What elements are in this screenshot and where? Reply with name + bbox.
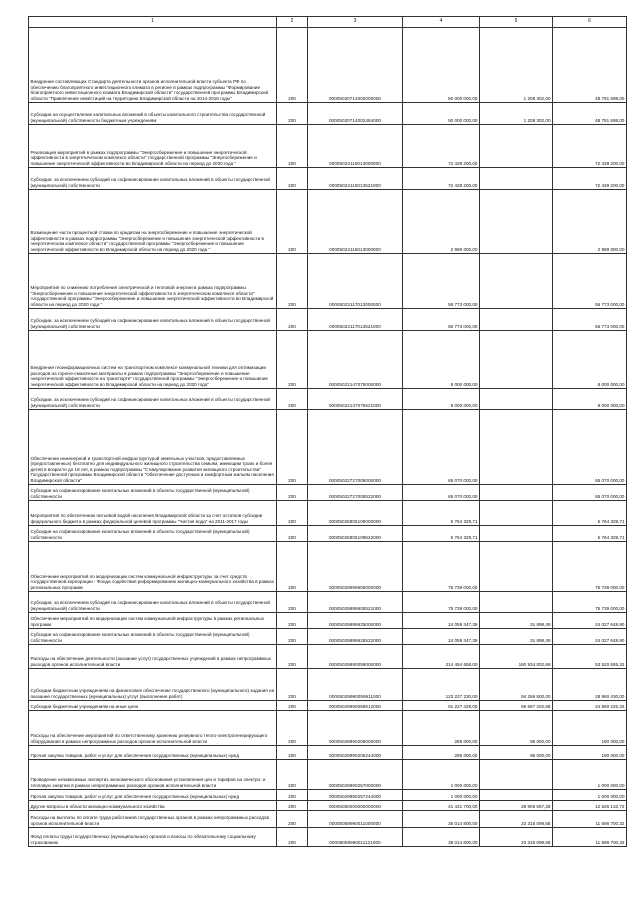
approved-amount: 72 439 200,00 — [403, 125, 480, 168]
row-code: 200 — [277, 592, 308, 613]
executed-amount — [480, 485, 553, 501]
line-item-name: Прочая закупка товаров, работ и услуг для обеспечения государственных (муниципальных) нужд — [29, 790, 277, 801]
approved-amount: 1 000 000,00 — [403, 760, 480, 790]
approved-amount: 50 000 000,00 — [403, 28, 480, 103]
approved-amount: 56 773 000,00 — [403, 254, 480, 309]
unexecuted-amount: 190 000,00 — [553, 746, 627, 760]
unexecuted-amount: 8 000 000,00 — [553, 389, 627, 410]
approved-amount: 41 431 700,00 — [403, 801, 480, 811]
line-item-name: Внедрение составляющих Стандарта деятельности органов исполнительной власти субъекта РФ по обеспечению благоприятного инвестиционного климата в регионе в рамках подпрограммы "Формирование благоприятного инвестиционного климата Владимирской области" государственной программы Владимирской области "Привлечение инвестиций на территорию Владимирской области на 2014-2018 годы" — [29, 28, 277, 103]
executed-amount: 23 316 099,68 — [480, 811, 553, 828]
unexecuted-amount: 190 000,00 — [553, 711, 627, 746]
row-code: 200 — [277, 701, 308, 711]
budget-classification-code: 00005029990206244000 — [308, 746, 403, 760]
line-item-name: Возмещение части процентной ставки по кредитам на энергосбережение и повышение энергетической эффективности в рамках подпрограммы "Энергосбережение и повышение энергетической эффективности в энергетическом комплексе области" государственной программы "Энергосбережение и повышение энергетической эффективности во Владимирской области на период до 2020 года " — [29, 190, 277, 254]
executed-amount: 31 698,49 — [480, 629, 553, 645]
row-code: 200 — [277, 190, 308, 254]
line-item-name: Обеспечение мероприятий по модернизации систем коммунальной инфраструктуры за счет средств государственной корпорации - Фонда содействия реформированию жилищно-коммунального хозяйства в рамках региональных программ — [29, 542, 277, 592]
row-code: 200 — [277, 28, 308, 103]
table-row — [29, 711, 627, 746]
executed-amount — [480, 501, 553, 526]
row-code: 200 — [277, 669, 308, 701]
executed-amount: 28 905 567,28 — [480, 801, 553, 811]
budget-classification-code: 00005026805109522000 — [308, 526, 403, 542]
line-item-name: Субсидии, за исключением субсидий на софинансирование капитальных вложений в объекты государственной (муниципальной) собственности — [29, 389, 277, 410]
unexecuted-amount: 53 520 655,32 — [553, 645, 627, 669]
unexecuted-amount: 48 791 698,00 — [553, 103, 627, 125]
row-code: 200 — [277, 811, 308, 828]
unexecuted-amount: 65 070 000,00 — [553, 410, 627, 485]
executed-amount: 66 667 202,68 — [480, 701, 553, 711]
line-item-name: Субсидии на софинансирование капитальных вложений в объекты государственной (муниципальной) собственности — [29, 485, 277, 501]
row-code: 200 — [277, 331, 308, 389]
approved-amount: 1 000 000,00 — [403, 790, 480, 801]
row-code: 200 — [277, 501, 308, 526]
unexecuted-amount: 1 000 000,00 — [553, 760, 627, 790]
table-row — [29, 746, 627, 760]
unexecuted-amount: 8 000 000,00 — [553, 331, 627, 389]
approved-amount: 50 000 000,00 — [403, 103, 480, 125]
approved-amount: 214 454 658,00 — [403, 645, 480, 669]
unexecuted-amount: 12 526 132,72 — [553, 801, 627, 811]
table-row — [29, 592, 627, 613]
header-cell: 6 — [553, 17, 627, 28]
row-code: 200 — [277, 790, 308, 801]
row-code: 200 — [277, 711, 308, 746]
unexecuted-amount: 11 698 700,32 — [553, 811, 627, 828]
row-code: 200 — [277, 542, 308, 592]
table-row — [29, 801, 627, 811]
row-code: 200 — [277, 645, 308, 669]
header-cell: 3 — [308, 17, 403, 28]
row-code: 200 — [277, 168, 308, 190]
executed-amount — [480, 542, 553, 592]
approved-amount: 35 014 800,00 — [403, 811, 480, 828]
unexecuted-amount: 56 773 000,00 — [553, 309, 627, 331]
unexecuted-amount: 24 560 225,32 — [553, 701, 627, 711]
unexecuted-amount: 2 989 000,00 — [553, 190, 627, 254]
row-code: 200 — [277, 103, 308, 125]
executed-amount — [480, 760, 553, 790]
table-row — [29, 811, 627, 828]
line-item-name: Субсидии на осуществление капитальных вложений в объекты капитального строительства государственной (муниципальной) собственности бюджетным учреждениям — [29, 103, 277, 125]
approved-amount: 24 059 347,39 — [403, 613, 480, 629]
line-item-name: Субсидии бюджетным учреждениям на финансовое обеспечение государственного (муниципального) задания на оказание государственных (муниципальных) услуг (выполнение работ) — [29, 669, 277, 701]
table-row — [29, 828, 627, 847]
unexecuted-amount: 72 439 200,00 — [553, 168, 627, 190]
line-item-name: Другие вопросы в области жилищно-коммунального хозяйства — [29, 801, 277, 811]
header-cell: 4 — [403, 17, 480, 28]
budget-classification-code: 00005029990059611000 — [308, 669, 403, 701]
executed-amount — [480, 190, 553, 254]
unexecuted-amount: 48 791 698,00 — [553, 28, 627, 103]
table-row — [29, 28, 627, 103]
unexecuted-amount: 75 739 000,00 — [553, 542, 627, 592]
line-item-name: Расходы на обеспечение мероприятий по ответственному хранению резервного тепло-электрогенерирующего оборудования в рамках непрограммных расходов органов исполнительной власти — [29, 711, 277, 746]
executed-amount — [480, 331, 553, 389]
line-item-name: Мероприятия по снижению потребления электрической и тепловой энергии в рамках подпрограммы "Энергосбережение и повышение энергетической эффективности в энергетическом комплексе области" государственной программы "Энергосбережение и повышение энергетической эффективности во Владимирской области на период до 2020 года " — [29, 254, 277, 309]
approved-amount: 285 000,00 — [403, 746, 480, 760]
executed-amount — [480, 526, 553, 542]
executed-amount — [480, 389, 553, 410]
unexecuted-amount: 28 960 430,00 — [553, 669, 627, 701]
table-row — [29, 701, 627, 711]
approved-amount: 5 764 329,71 — [403, 526, 480, 542]
row-code: 200 — [277, 629, 308, 645]
table-row — [29, 501, 627, 526]
approved-amount: 2 989 000,00 — [403, 190, 480, 254]
line-item-name: Субсидии бюджетным учреждениям на иные цели — [29, 701, 277, 711]
approved-amount: 65 070 000,00 — [403, 410, 480, 485]
budget-classification-code: 00005020714002000000 — [308, 28, 403, 103]
line-item-name: Расходы на обеспечение деятельности (оказание услуг) государственных учреждений в рамках непрограммных расходов органов исполнительной власти — [29, 645, 277, 669]
budget-classification-code: 00005022116013000000 — [308, 190, 403, 254]
executed-amount — [480, 309, 553, 331]
approved-amount: 123 227 230,00 — [403, 669, 480, 701]
header-row — [29, 17, 627, 28]
table-row — [29, 309, 627, 331]
executed-amount: 1 208 302,00 — [480, 28, 553, 103]
header-cell: 2 — [277, 17, 308, 28]
table-row — [29, 613, 627, 629]
line-item-name: Субсидии, за исключением субсидий на софинансирование капитальных вложений в объекты государственной (муниципальной) собственности — [29, 309, 277, 331]
budget-classification-code: 00005022117013521000 — [308, 309, 403, 331]
budget-classification-code: 00005022115013000000 — [308, 125, 403, 168]
row-code: 200 — [277, 389, 308, 410]
approved-amount: 285 000,00 — [403, 711, 480, 746]
unexecuted-amount: 1 000 000,00 — [553, 790, 627, 801]
budget-classification-code: 00005029990257244000 — [308, 790, 403, 801]
table-row — [29, 526, 627, 542]
row-code: 200 — [277, 801, 308, 811]
executed-amount: 1 208 302,00 — [480, 103, 553, 125]
line-item-name: Субсидии, за исключением субсидий на софинансирование капитальных вложений в объекты государственной (муниципальной) собственности — [29, 168, 277, 190]
approved-amount: 8 000 000,00 — [403, 389, 480, 410]
row-code: 200 — [277, 254, 308, 309]
approved-amount: 75 739 000,00 — [403, 542, 480, 592]
unexecuted-amount: 11 698 700,32 — [553, 828, 627, 847]
row-code: 200 — [277, 485, 308, 501]
row-code: 200 — [277, 125, 308, 168]
approved-amount: 72 439 200,00 — [403, 168, 480, 190]
budget-classification-code: 00005022115013521000 — [308, 168, 403, 190]
line-item-name: Субсидии на софинансирование капитальных вложений в объекты государственной (муниципальной) собственности — [29, 629, 277, 645]
executed-amount: 95 000,00 — [480, 711, 553, 746]
row-code: 200 — [277, 526, 308, 542]
budget-classification-code: 00005022147075521000 — [308, 389, 403, 410]
executed-amount: 160 934 002,68 — [480, 645, 553, 669]
approved-amount: 5 764 329,71 — [403, 501, 480, 526]
line-item-name: Прочая закупка товаров, работ и услуг для обеспечения государственных (муниципальных) нужд — [29, 746, 277, 760]
row-code: 200 — [277, 309, 308, 331]
line-item-name: Реализация мероприятий в рамках подпрограммы "Энергосбережение и повышение энергетической эффективности в энергетическом комплексе области" государственной программы "Энергосбережение и повышение энергетической эффективности во Владимирской области на период до 2020 года " — [29, 125, 277, 168]
approved-amount: 56 773 000,00 — [403, 309, 480, 331]
budget-classification-code: 00005029990257000000 — [308, 760, 403, 790]
line-item-name: Обеспечение мероприятий по модернизации систем коммунальной инфраструктуры в рамках региональных программ — [29, 613, 277, 629]
line-item-name: Субсидии, за исключением субсидий на софинансирование капитальных вложений в объекты государственной (муниципальной) собственности — [29, 592, 277, 613]
line-item-name: Мероприятия по обеспечению питьевой водой населения Владимирской области за счет остатков субсидии федерального бюджета в рамках федеральной целевой программы "Чистая вода" на 2011-2017 годы — [29, 501, 277, 526]
table-row — [29, 410, 627, 485]
line-item-name: Обеспечение инженерной и транспортной инфраструктурой земельных участков, предоставляемых (предоставленных) бесплатно для индивидуального жилищного строительства семьям, имеющим троих и более детей в возрасте до 18 лет, в рамках подпрограммы "Стимулирование развития жилищного строительства" Государственной программы Владимирской области "Обеспечение доступным и комфортным жильем населения Владимирской области" — [29, 410, 277, 485]
budget-classification-code: 00005029699625000000 — [308, 613, 403, 629]
table-row — [29, 629, 627, 645]
executed-amount: 31 698,49 — [480, 613, 553, 629]
table-row — [29, 168, 627, 190]
budget-classification-code: 00005022727005000000 — [308, 410, 403, 485]
line-item-name: Внедрение геоинформационных систем на транспортном комплексе коммунальной техники для оптимизации расходов на горюче-смазочные материалы в рамках подпрограммы "Энергосбережение и повышение энергетической эффективности на транспорте" государственной программы "Энергосбережение и повышение энергетической эффективности во Владимирской области на период до 2020 года" — [29, 331, 277, 389]
budget-execution-table — [28, 16, 627, 847]
unexecuted-amount: 65 070 000,00 — [553, 485, 627, 501]
budget-classification-code: 00005029699605000000 — [308, 542, 403, 592]
line-item-name: Проведение независимых экспертиз экономического обоснования установления цен и тарифов на электро- и тепловую энергию в рамках непрограммных расходов органов исполнительной власти — [29, 760, 277, 790]
unexecuted-amount: 24 027 648,90 — [553, 629, 627, 645]
unexecuted-amount: 24 027 648,90 — [553, 613, 627, 629]
budget-classification-code: 00005022147075000000 — [308, 331, 403, 389]
executed-amount — [480, 168, 553, 190]
table-row — [29, 485, 627, 501]
budget-classification-code: 00005029990206000000 — [308, 711, 403, 746]
line-item-name: Субсидии на софинансирование капитальных вложений в объекты государственной (муниципальной) собственности — [29, 526, 277, 542]
line-item-name: Фонд оплаты труда государственных (муниципальных) органов и взносы по обязательному социальному страхованию — [29, 828, 277, 847]
budget-classification-code: 00005029699605521000 — [308, 592, 403, 613]
budget-classification-code: 00005020714002464000 — [308, 103, 403, 125]
line-item-name: Расходы на выплаты по оплате труда работников государственных органов в рамках непрограммных расходов органов исполнительной власти — [29, 811, 277, 828]
budget-classification-code: 00005029990059612000 — [308, 701, 403, 711]
approved-amount: 24 059 347,39 — [403, 629, 480, 645]
unexecuted-amount: 5 764 329,71 — [553, 501, 627, 526]
budget-classification-code: 00005059990011000000 — [308, 811, 403, 828]
executed-amount: 23 316 099,68 — [480, 828, 553, 847]
row-code: 200 — [277, 746, 308, 760]
approved-amount: 8 000 000,00 — [403, 331, 480, 389]
row-code: 200 — [277, 410, 308, 485]
header-cell: 5 — [480, 17, 553, 28]
table-row — [29, 125, 627, 168]
unexecuted-amount: 5 764 329,71 — [553, 526, 627, 542]
executed-amount — [480, 254, 553, 309]
budget-classification-code: 00005050000000000000 — [308, 801, 403, 811]
executed-amount: 95 000,00 — [480, 746, 553, 760]
row-code: 200 — [277, 613, 308, 629]
budget-classification-code: 00005022727005522000 — [308, 485, 403, 501]
executed-amount — [480, 410, 553, 485]
approved-amount: 65 070 000,00 — [403, 485, 480, 501]
budget-classification-code: 00005029699625522000 — [308, 629, 403, 645]
approved-amount: 91 227 428,00 — [403, 701, 480, 711]
approved-amount: 35 014 800,00 — [403, 828, 480, 847]
table-row — [29, 254, 627, 309]
table-row — [29, 790, 627, 801]
header-cell: 1 — [29, 17, 277, 28]
approved-amount: 75 739 000,00 — [403, 592, 480, 613]
unexecuted-amount: 75 739 000,00 — [553, 592, 627, 613]
row-code: 200 — [277, 828, 308, 847]
executed-amount — [480, 592, 553, 613]
table-row — [29, 645, 627, 669]
unexecuted-amount: 56 773 000,00 — [553, 254, 627, 309]
budget-classification-code: 00005059990011121000 — [308, 828, 403, 847]
executed-amount: 94 266 800,00 — [480, 669, 553, 701]
table-row — [29, 103, 627, 125]
budget-classification-code: 00005026805109000000 — [308, 501, 403, 526]
table-row — [29, 542, 627, 592]
table-row — [29, 331, 627, 389]
budget-classification-code: 00005029990059000000 — [308, 645, 403, 669]
row-code: 200 — [277, 760, 308, 790]
table-row — [29, 760, 627, 790]
table-row — [29, 190, 627, 254]
table-row — [29, 669, 627, 701]
budget-classification-code: 00005022117013000000 — [308, 254, 403, 309]
executed-amount — [480, 790, 553, 801]
unexecuted-amount: 72 439 200,00 — [553, 125, 627, 168]
table-row — [29, 389, 627, 410]
executed-amount — [480, 125, 553, 168]
